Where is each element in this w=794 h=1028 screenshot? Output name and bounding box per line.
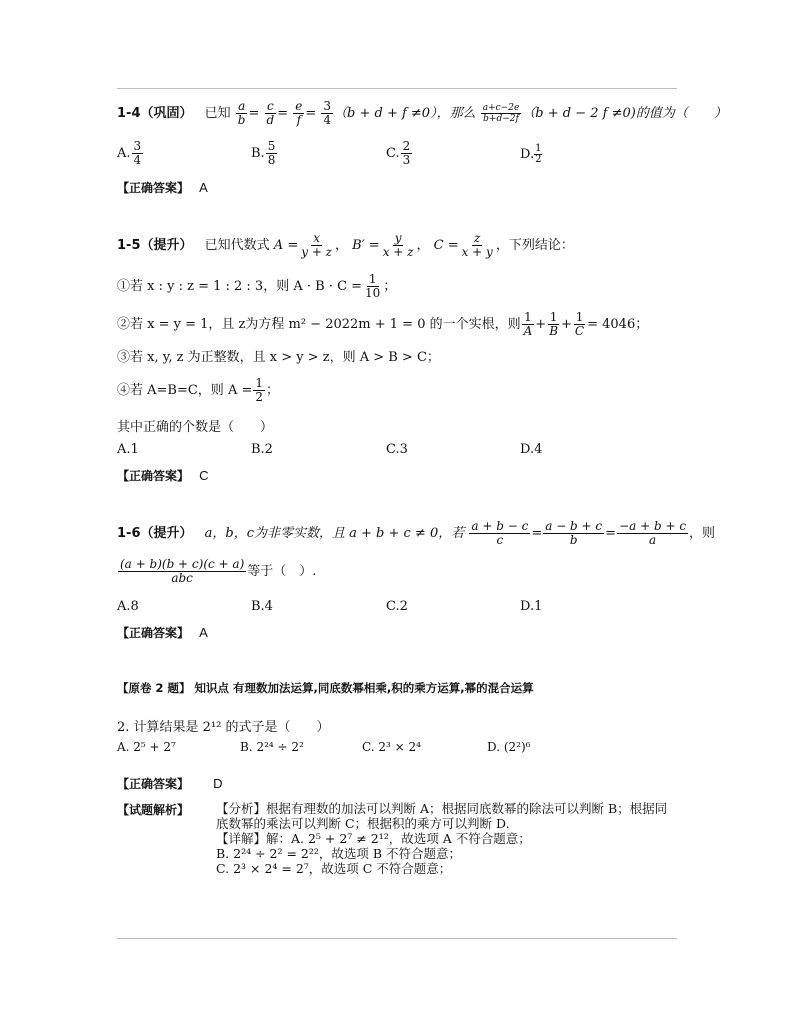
q2-option-b: B. 2²⁴ ÷ 2² bbox=[240, 740, 304, 754]
analysis-line-5: C. 2³ × 2⁴ = 2⁷，故选项 C 不符合题意； bbox=[216, 861, 452, 876]
analysis-line-3: 【详解】解：A. 2⁵ + 2⁷ ≠ 2¹²，故选项 A 不符合题意； bbox=[216, 831, 531, 846]
question-1-4: 1-4（巩固） 已知 $\frac{a}{b}$ = $\frac{c}{d}$ = $\frac{e}{f}$ = $\frac{3}{4}$ （b + d + f ≠0），那么 $\frac{a+c-2e}{b+d-2f}$ （b + d − 2 f ≠0)的值为（ ） bbox=[117, 99, 727, 127]
q2-stem: 2. 计算结果是 2¹² 的式子是（ ） bbox=[117, 720, 330, 735]
q16-option-d: D.1 bbox=[520, 599, 543, 614]
q16-option-b: B.4 bbox=[251, 599, 273, 614]
question-stem-prefix: 已知 bbox=[204, 106, 231, 121]
q2-answer: 【正确答案】 D bbox=[117, 776, 223, 791]
q15-option-c: C.3 bbox=[386, 442, 408, 457]
analysis-body bbox=[216, 801, 667, 876]
q14-answer: 【正确答案】 A bbox=[117, 180, 208, 195]
question-number: 1-5（提升） bbox=[117, 238, 193, 253]
question-1-6: 1-6（提升） a，b，c为非零实数，且 a + b + c ≠ 0，若 $\frac{a + b - c}{c}$ = $\frac{a - b + c}{b}$ = $\frac{-a + b + c}{a}$ ，则 bbox=[117, 519, 716, 547]
fraction-c-d: $\frac{c}{d}$ bbox=[266, 99, 275, 127]
q15-option-b: B.2 bbox=[251, 442, 273, 457]
q16-option-a: A.8 bbox=[117, 599, 139, 614]
question-stem: a，b，c为非零实数，且 a + b + c ≠ 0，若 bbox=[204, 526, 465, 541]
conclusion-3: ③若 x, y, z 为正整数，且 x > y > z，则 A > B > C； bbox=[117, 350, 440, 365]
option-c: C. $\frac{2}{3}$ bbox=[386, 139, 411, 167]
fraction-a-b: $\frac{a}{b}$ bbox=[237, 99, 246, 127]
question-number: 1-6（提升） bbox=[117, 526, 193, 541]
conclusion-1: ①若 x : y : z = 1 : 2 : 3，则 A · B · C = $\frac{1}{10}$ ； bbox=[117, 272, 397, 300]
answer-value: C bbox=[199, 468, 209, 483]
conclusion-2: ②若 x = y = 1，且 z为方程 m² − 2022m + 1 = 0 的一个实根，则 $\frac{1}{A}$ + $\frac{1}{B}$ + $\frac{1}{C}$ = 4046； bbox=[117, 310, 649, 338]
condition-1: （b + d + f ≠0），那么 bbox=[334, 106, 476, 121]
fraction-e-f: $\frac{e}{f}$ bbox=[295, 99, 303, 127]
q15-question: 其中正确的个数是（ ） bbox=[117, 420, 274, 435]
answer-value: D bbox=[213, 776, 223, 791]
answer-value: A bbox=[199, 180, 208, 195]
q16-option-c: C.2 bbox=[386, 599, 408, 614]
analysis-line-2: 底数幂的乘法可以判断 C；根据积的乘方可以判断 D. bbox=[216, 816, 510, 831]
question-1-5: 1-5（提升） 已知代数式 A = $\frac{x}{y + z}$ ， B′ = $\frac{y}{x + z}$ ， C = $\frac{z}{x + y}$ ，下列结论： bbox=[117, 231, 574, 259]
q15-option-d: D.4 bbox=[520, 442, 543, 457]
bottom-rule bbox=[117, 938, 677, 939]
q2-option-d: D. (2²)⁶ bbox=[487, 740, 531, 754]
fraction-3-4: $\frac{3}{4}$ bbox=[323, 99, 332, 127]
analysis-line-4: B. 2²⁴ ÷ 2² = 2²²，故选项 B 不符合题意； bbox=[216, 846, 462, 861]
top-rule bbox=[117, 88, 677, 89]
answer-value: A bbox=[199, 625, 208, 640]
q14-options bbox=[117, 140, 677, 174]
analysis-line-1: 【分析】根据有理数的加法可以判断 A；根据同底数幂的除法可以判断 B；根据同 bbox=[216, 801, 668, 816]
question-stem-prefix: 已知代数式 bbox=[204, 238, 270, 253]
analysis-label: 【试题解析】 bbox=[117, 803, 190, 817]
source-question-header: 【原卷 2 题】 知识点 有理数加法运算,同底数幂相乘,积的乘方运算,幂的混合运算 bbox=[117, 681, 534, 695]
condition-2: （b + d − 2 f ≠0)的值为（ ） bbox=[522, 106, 727, 121]
q15-option-a: A.1 bbox=[117, 442, 139, 457]
q2-option-a: A. 2⁵ + 2⁷ bbox=[117, 740, 176, 754]
question-number: 1-4（巩固） bbox=[117, 106, 193, 121]
conclusion-4: ④若 A=B=C，则 A = $\frac{1}{2}$ ； bbox=[117, 376, 280, 404]
target-fraction: $\frac{a+c-2e}{b+d-2f}$ bbox=[482, 103, 520, 124]
q16-expression: $\frac{(a + b)(b + c)(c + a)}{\text{abc}}$ 等于（ ）. bbox=[120, 557, 317, 585]
q15-answer: 【正确答案】 C bbox=[117, 468, 209, 483]
q2-option-c: C. 2³ × 2⁴ bbox=[362, 740, 421, 754]
option-a: A. $\frac{3}{4}$ bbox=[117, 139, 142, 167]
option-d: D. $\frac{1}{2}$ bbox=[520, 143, 542, 165]
q16-answer: 【正确答案】 A bbox=[117, 625, 208, 640]
option-b: B. $\frac{5}{8}$ bbox=[251, 139, 276, 167]
